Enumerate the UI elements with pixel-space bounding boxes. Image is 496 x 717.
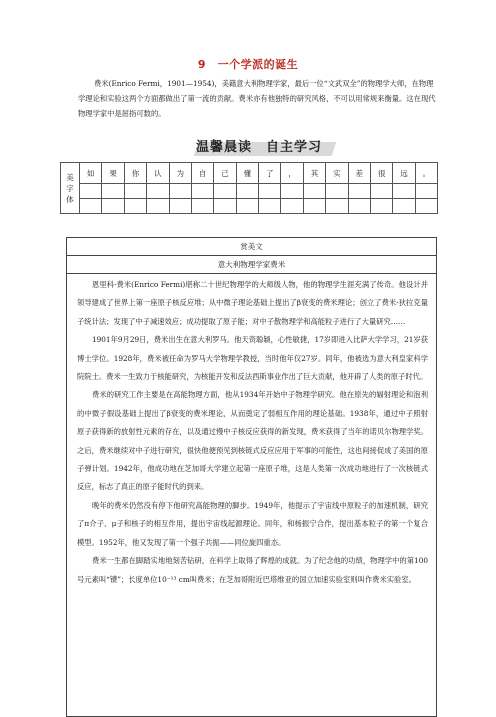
grid-cell-empty bbox=[169, 184, 191, 199]
grid-cell: 己 bbox=[214, 163, 236, 184]
grid-cell: 实 bbox=[326, 163, 348, 184]
grid-header-char: 体 bbox=[66, 194, 74, 204]
grid-cell-empty bbox=[169, 199, 191, 214]
section-banner bbox=[186, 138, 332, 160]
grid-cell-empty bbox=[415, 184, 437, 199]
article-paragraph: 费米的研究工作主要是在高能物理方面，他从1934年开始中子物理学研究。他在原先的辐射理论和泡利的中微子假设基础上提出了β衰变的费米理论，从而奠定了弱相互作用的理论基础。1938年，通过中子照射原子获得新的放射性元素的存在，以及通过慢中子核反应获得的新发现，费米获得了当年的诺贝尔物理学奖。之后，费米继续对中子进行研究，很快他便预见到核链式反应应用于军事的可能性，这也间接促成了美国的原子弹计划。1942年，他成功地在芝加哥大学建立起第一座原子堆，这是人类第一次成功地进行了一次核链式反应，标志了真正的原子能时代的到来。 bbox=[77, 390, 428, 492]
article-body bbox=[67, 274, 436, 589]
grid-cell-empty bbox=[326, 184, 348, 199]
grid-row-2 bbox=[61, 184, 438, 199]
grid-row-1 bbox=[61, 163, 438, 184]
grid-cell-empty bbox=[102, 199, 124, 214]
reading-box bbox=[66, 237, 437, 717]
grid-header-char: 美 bbox=[66, 172, 74, 182]
grid-cell-empty bbox=[236, 184, 258, 199]
grid-cell: 你 bbox=[124, 163, 146, 184]
grid-cell: 了 bbox=[259, 163, 281, 184]
grid-cell-empty bbox=[259, 184, 281, 199]
grid-cell-empty bbox=[147, 184, 169, 199]
article-paragraph: 恩里科·费米(Enrico Fermi)堪称二十世纪物理学的大师级人物，他的物理学生涯充满了传奇。他设计并领导建成了世界上第一座原子核反应堆；从中微子理论基础上提出了β衰变的费米理论；创立了费米-狄拉克量子统计法；发现了中子减速效应；成功提取了原子能；对中子散物理学和高能粒子进行了大量研究…… bbox=[77, 280, 428, 326]
grid-cell-empty bbox=[124, 184, 146, 199]
grid-cell-empty bbox=[80, 184, 102, 199]
grid-cell: 懂 bbox=[236, 163, 258, 184]
grid-cell: 认 bbox=[147, 163, 169, 184]
article-paragraph: 晚年的费米仍然没有停下他研究高能物理的脚步。1949年，他提示了宇宙线中原粒子的加速机制，研究了π介子、μ子和核子的相互作用，提出宇宙线起源理论。同年，和杨振宁合作，提出基本粒子的第一个复合模型。1952年，他又发现了第一个强子共振——同位旋四重态。 bbox=[77, 500, 428, 547]
grid-header-char: 字 bbox=[66, 183, 74, 193]
grid-cell: 自 bbox=[191, 163, 213, 184]
lesson-intro: 费米(Enrico Fermi，1901—1954)，美籍意大利物理学家，最后一位“文武双全”的物理学大师，在物理学理论和实验这两个方面都做出了第一流的贡献。费米亦有他独特的研究风格，不可以用常规来衡量。这在现代物理学家中是屈指可数的。 bbox=[78, 79, 436, 118]
grid-cell-empty bbox=[303, 199, 325, 214]
grid-cell-empty bbox=[191, 199, 213, 214]
article-title: 意大利物理学家费米 bbox=[67, 256, 436, 274]
grid-cell-empty bbox=[393, 199, 415, 214]
calligraphy-grid bbox=[60, 162, 438, 214]
grid-cell: 差 bbox=[348, 163, 370, 184]
grid-cell-empty bbox=[393, 184, 415, 199]
grid-cell-empty bbox=[348, 199, 370, 214]
grid-cell-empty bbox=[214, 199, 236, 214]
grid-cell-empty bbox=[415, 199, 437, 214]
grid-cell-empty bbox=[191, 184, 213, 199]
grid-cell-empty bbox=[236, 199, 258, 214]
grid-cell: 很 bbox=[370, 163, 392, 184]
grid-row-3 bbox=[61, 199, 438, 214]
article-paragraph: 1901年9月29日，费米出生在意大利罗马。他天资聪颖，心性敏捷，17岁即进入比萨大学学习，21岁获博士学位。1928年，费米被任命为罗马大学物理学教授，当时他年仅27岁。同年，他被选为意大利皇家科学院院士。费米一生致力于核能研究，为核能开发和反法西斯事业作出了巨大贡献，他开辟了人类的原子时代。 bbox=[77, 335, 428, 382]
grid-cell-empty bbox=[281, 184, 303, 199]
grid-cell-empty bbox=[80, 199, 102, 214]
grid-header-cell bbox=[61, 163, 80, 214]
grid-cell: ， bbox=[281, 163, 303, 184]
grid-cell-empty bbox=[214, 184, 236, 199]
grid-cell-empty bbox=[147, 199, 169, 214]
grid-cell-empty bbox=[326, 199, 348, 214]
grid-cell-empty bbox=[348, 184, 370, 199]
grid-cell-empty bbox=[259, 199, 281, 214]
grid-cell: 果 bbox=[102, 163, 124, 184]
grid-cell: 如 bbox=[80, 163, 102, 184]
grid-cell: 。 bbox=[415, 163, 437, 184]
article-paragraph: 费米一生都在脚踏实地地刻苦钻研，在科学上取得了辉煌的成就。为了纪念他的功绩，物理学中的第100号元素叫“镄”；长度单位10⁻¹³ cm叫费米；在芝加哥附近巴塔维亚的国立加速实验室则叫作费米实验室。 bbox=[77, 556, 428, 584]
grid-cell-empty bbox=[124, 199, 146, 214]
grid-cell: 为 bbox=[169, 163, 191, 184]
grid-cell-empty bbox=[303, 184, 325, 199]
grid-cell-empty bbox=[102, 184, 124, 199]
lesson-title: 9 一个学派的诞生 bbox=[197, 58, 299, 71]
grid-cell: 其 bbox=[303, 163, 325, 184]
grid-cell: 远 bbox=[393, 163, 415, 184]
grid-cell-empty bbox=[370, 184, 392, 199]
reading-box-title: 赏美文 bbox=[67, 238, 436, 256]
grid-cell-empty bbox=[281, 199, 303, 214]
grid-cell-empty bbox=[370, 199, 392, 214]
banner-text: 温馨晨读 自主学习 bbox=[195, 140, 322, 155]
